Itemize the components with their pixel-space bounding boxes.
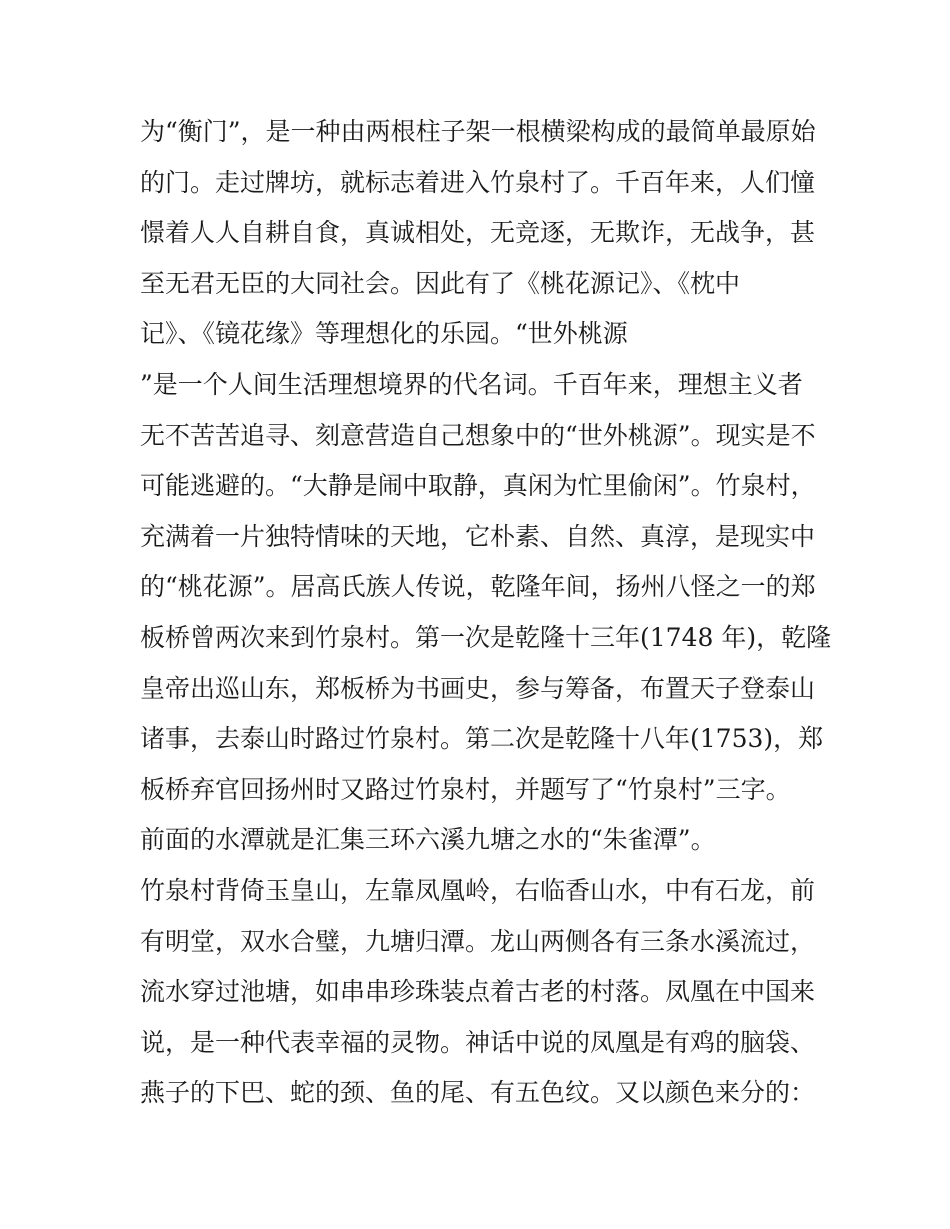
text-line: 燕子的下巴、蛇的颈、鱼的尾、有五色纹。又以颜色来分的： — [140, 1078, 816, 1108]
text-line: 板桥曾两次来到竹泉村。第一次是乾隆十三年(1748 年)，乾隆 — [140, 622, 832, 652]
text-line: 憬着人人自耕自食，真诚相处，无竞逐，无欺诈，无战争，甚 — [140, 218, 816, 248]
text-line: 流水穿过池塘，如串串珍珠装点着古老的村落。凤凰在中国来 — [140, 977, 816, 1007]
text-line: ”是一个人间生活理想境界的代名词。千百年来，理想主义者 — [140, 369, 803, 399]
text-line: 为“衡门”，是一种由两根柱子架一根横梁构成的最简单最原始 — [140, 117, 816, 146]
text-line: 前面的水潭就是汇集三环六溪九塘之水的“朱雀潭”。 — [140, 825, 716, 855]
text-line: 板桥弃官回扬州时又路过竹泉村，并题写了“竹泉村”三字。 — [140, 774, 791, 804]
text-line: 记》、《镜花缘》等理想化的乐园。“世外桃源 — [140, 319, 628, 349]
text-line: 皇帝出巡山东，郑板桥为书画史，参与筹备，布置天子登泰山 — [140, 673, 816, 703]
text-line: 的“桃花源”。居高氏族人传说，乾隆年间，扬州八怪之一的郑 — [140, 572, 816, 602]
text-line: 无不苦苦追寻、刻意营造自己想象中的“世外桃源”。现实是不 — [140, 420, 816, 450]
text-line: 说，是一种代表幸福的灵物。神话中说的凤凰是有鸡的脑袋、 — [140, 1027, 816, 1057]
text-line: 有明堂，双水合璧，九塘归潭。龙山两侧各有三条水溪流过， — [140, 926, 816, 956]
text-line: 充满着一片独特情味的天地，它朴素、自然、真淳，是现实中 — [140, 521, 816, 551]
text-line: 诸事，去泰山时路过竹泉村。第二次是乾隆十八年(1753)，郑 — [140, 724, 824, 754]
document-body — [140, 107, 832, 1119]
text-line: 竹泉村背倚玉皇山，左靠凤凰岭，右临香山水，中有石龙，前 — [140, 875, 816, 905]
text-line: 至无君无臣的大同社会。因此有了《桃花源记》、《枕中 — [140, 268, 741, 298]
text-line: 可能逃避的。“大静是闹中取静，真闲为忙里偷闲”。竹泉村， — [140, 471, 816, 501]
text-line: 的门。走过牌坊，就标志着进入竹泉村了。千百年来，人们憧 — [140, 167, 816, 197]
